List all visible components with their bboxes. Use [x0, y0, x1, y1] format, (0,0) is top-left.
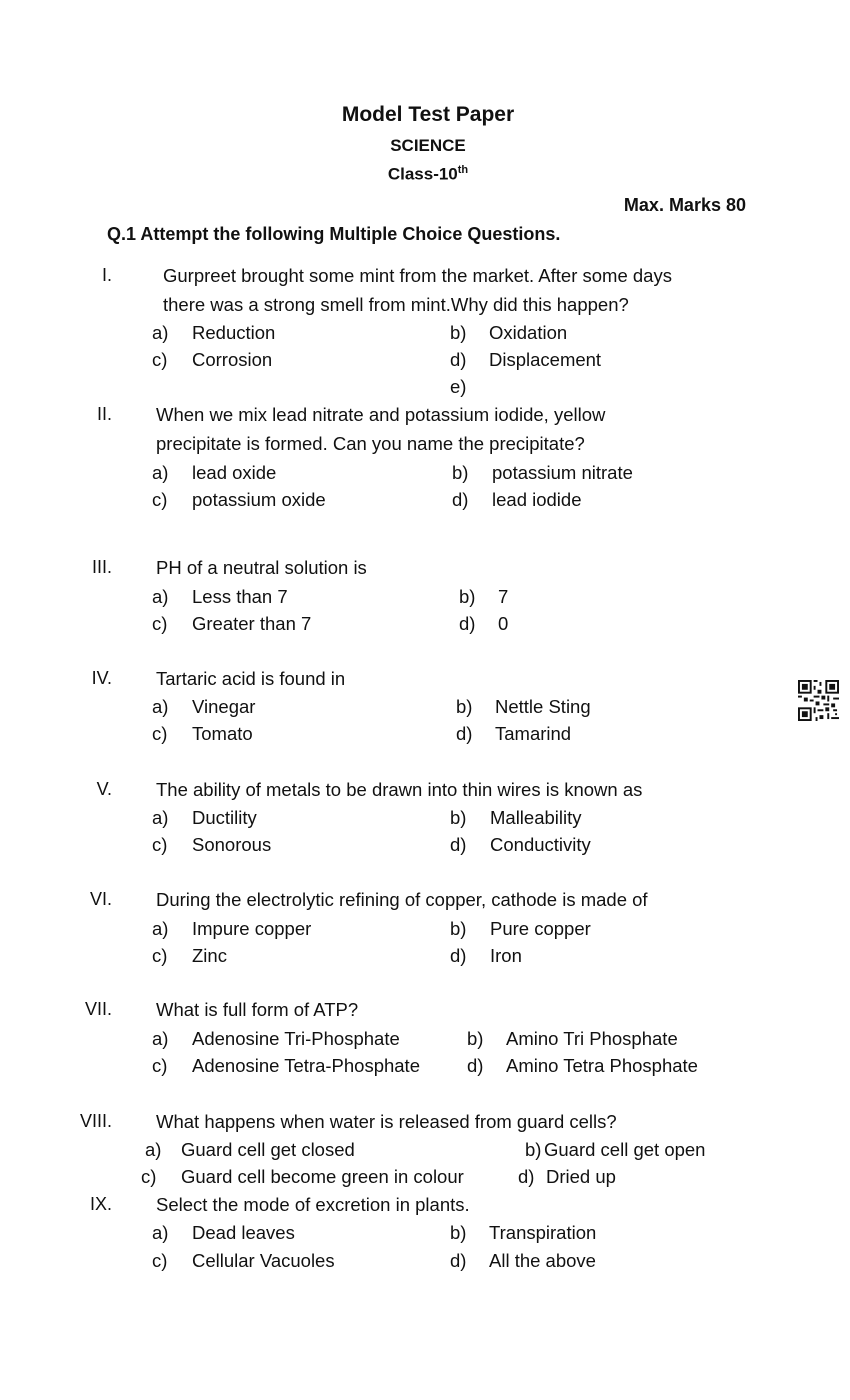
option-label: d): [450, 834, 467, 855]
option-text: Iron: [490, 945, 522, 966]
question-text: [156, 1190, 470, 1219]
option-label: a): [152, 322, 169, 343]
option-text: Zinc: [192, 945, 227, 966]
question-text: [163, 261, 672, 319]
subject-title: SCIENCE: [390, 136, 466, 155]
question-line: there was a strong smell from mint.Why did this happen?: [163, 294, 629, 315]
option-text: Tamarind: [495, 723, 572, 744]
option-text: Greater than 7: [192, 613, 312, 634]
option-text: Guard cell get open: [544, 1139, 706, 1160]
option-text: Tomato: [192, 723, 253, 744]
option-text: potassium oxide: [192, 489, 326, 510]
option-label: b): [525, 1139, 542, 1160]
option-label: c): [152, 489, 168, 510]
option-text: Sonorous: [192, 834, 272, 855]
option-label: a): [152, 918, 169, 939]
option-label: c): [152, 945, 168, 966]
question-number: III.: [91, 557, 112, 577]
option-text: Transpiration: [489, 1222, 597, 1243]
option-label: d): [518, 1166, 535, 1187]
option-text: lead iodide: [492, 489, 582, 510]
option-label: d): [450, 945, 467, 966]
option-label: b): [450, 322, 467, 343]
question-line: Tartaric acid is found in: [156, 668, 346, 689]
question-text: [156, 664, 345, 693]
option-text: Displacement: [489, 349, 602, 370]
option-text: Guard cell become green in colour: [181, 1166, 464, 1187]
option-label: c): [152, 613, 168, 634]
question-number: V.: [96, 779, 112, 799]
question-text: [156, 775, 642, 804]
option-text: Adenosine Tri-Phosphate: [192, 1028, 400, 1049]
option-label: b): [452, 462, 469, 483]
option-label: c): [152, 349, 168, 370]
option-label: b): [459, 586, 476, 607]
option-label: a): [152, 1222, 169, 1243]
option-label: a): [145, 1139, 162, 1160]
option-label: d): [456, 723, 473, 744]
question-text: [156, 885, 648, 914]
question-number: IV.: [91, 668, 112, 688]
option-text: lead oxide: [192, 462, 277, 483]
question-line: When we mix lead nitrate and potassium iodide, yellow: [156, 404, 606, 425]
option-text: 0: [498, 613, 509, 634]
option-label: d): [467, 1055, 484, 1076]
option-label: d): [450, 1250, 467, 1271]
option-label: c): [152, 1055, 168, 1076]
question-number: II.: [96, 404, 112, 424]
option-text: Guard cell get closed: [181, 1139, 355, 1160]
option-label: b): [450, 918, 467, 939]
option-text: Amino Tri Phosphate: [506, 1028, 678, 1049]
option-text: Impure copper: [192, 918, 312, 939]
option-label: b): [450, 1222, 467, 1243]
option-text: Nettle Sting: [495, 696, 591, 717]
option-text: potassium nitrate: [492, 462, 633, 483]
option-text: Cellular Vacuoles: [192, 1250, 335, 1271]
section-heading: Q.1 Attempt the following Multiple Choice Questions.: [107, 224, 561, 244]
option-label: b): [450, 807, 467, 828]
option-label: c): [152, 1250, 168, 1271]
question-text: [156, 400, 605, 458]
option-text: Dried up: [546, 1166, 616, 1187]
question-line: During the electrolytic refining of copper, cathode is made of: [156, 889, 648, 910]
question-number: VII.: [84, 999, 112, 1019]
question-number: IX.: [89, 1194, 112, 1214]
question-line: PH of a neutral solution is: [156, 557, 367, 578]
question-line: What is full form of ATP?: [156, 999, 359, 1020]
option-text: All the above: [489, 1250, 596, 1271]
option-label: b): [467, 1028, 484, 1049]
question-number: VI.: [89, 889, 112, 909]
class-title: [0, 164, 850, 185]
option-label: d): [452, 489, 469, 510]
option-label: c): [152, 723, 168, 744]
question-text: [156, 995, 358, 1024]
option-label: a): [152, 586, 169, 607]
option-text: 7: [498, 586, 509, 607]
option-text: Pure copper: [490, 918, 591, 939]
qr-code-icon: [798, 680, 839, 721]
option-text: Conductivity: [490, 834, 591, 855]
option-text: Ductility: [192, 807, 257, 828]
option-label: d): [459, 613, 476, 634]
question-line: What happens when water is released from guard cells?: [156, 1111, 617, 1132]
question-number: I.: [101, 265, 112, 285]
max-marks: Max. Marks 80: [623, 195, 746, 215]
option-text: Malleability: [490, 807, 582, 828]
option-label: c): [152, 834, 168, 855]
option-text: Dead leaves: [192, 1222, 295, 1243]
question-line: The ability of metals to be drawn into thin wires is known as: [156, 779, 643, 800]
option-label: c): [141, 1166, 157, 1187]
option-label: a): [152, 696, 169, 717]
option-label: a): [152, 462, 169, 483]
option-label: b): [456, 696, 473, 717]
paper-title: Model Test Paper: [341, 103, 515, 126]
class-label: Class-10: [387, 164, 458, 184]
option-text: Adenosine Tetra-Phosphate: [192, 1055, 420, 1076]
option-text: Corrosion: [192, 349, 273, 370]
question-number: VIII.: [79, 1111, 112, 1131]
option-label: e): [450, 376, 467, 397]
option-text: Reduction: [192, 322, 276, 343]
question-text: [156, 1107, 617, 1136]
option-text: Less than 7: [192, 586, 288, 607]
question-line: precipitate is formed. Can you name the precipitate?: [156, 433, 585, 454]
option-text: Amino Tetra Phosphate: [506, 1055, 698, 1076]
class-superscript: th: [457, 164, 469, 176]
question-text: [156, 553, 367, 582]
option-label: d): [450, 349, 467, 370]
option-text: Vinegar: [192, 696, 256, 717]
question-line: Gurpreet brought some mint from the market. After some days: [163, 265, 672, 286]
option-label: a): [152, 807, 169, 828]
question-line: Select the mode of excretion in plants.: [156, 1194, 470, 1215]
option-label: a): [152, 1028, 169, 1049]
option-text: Oxidation: [489, 322, 568, 343]
